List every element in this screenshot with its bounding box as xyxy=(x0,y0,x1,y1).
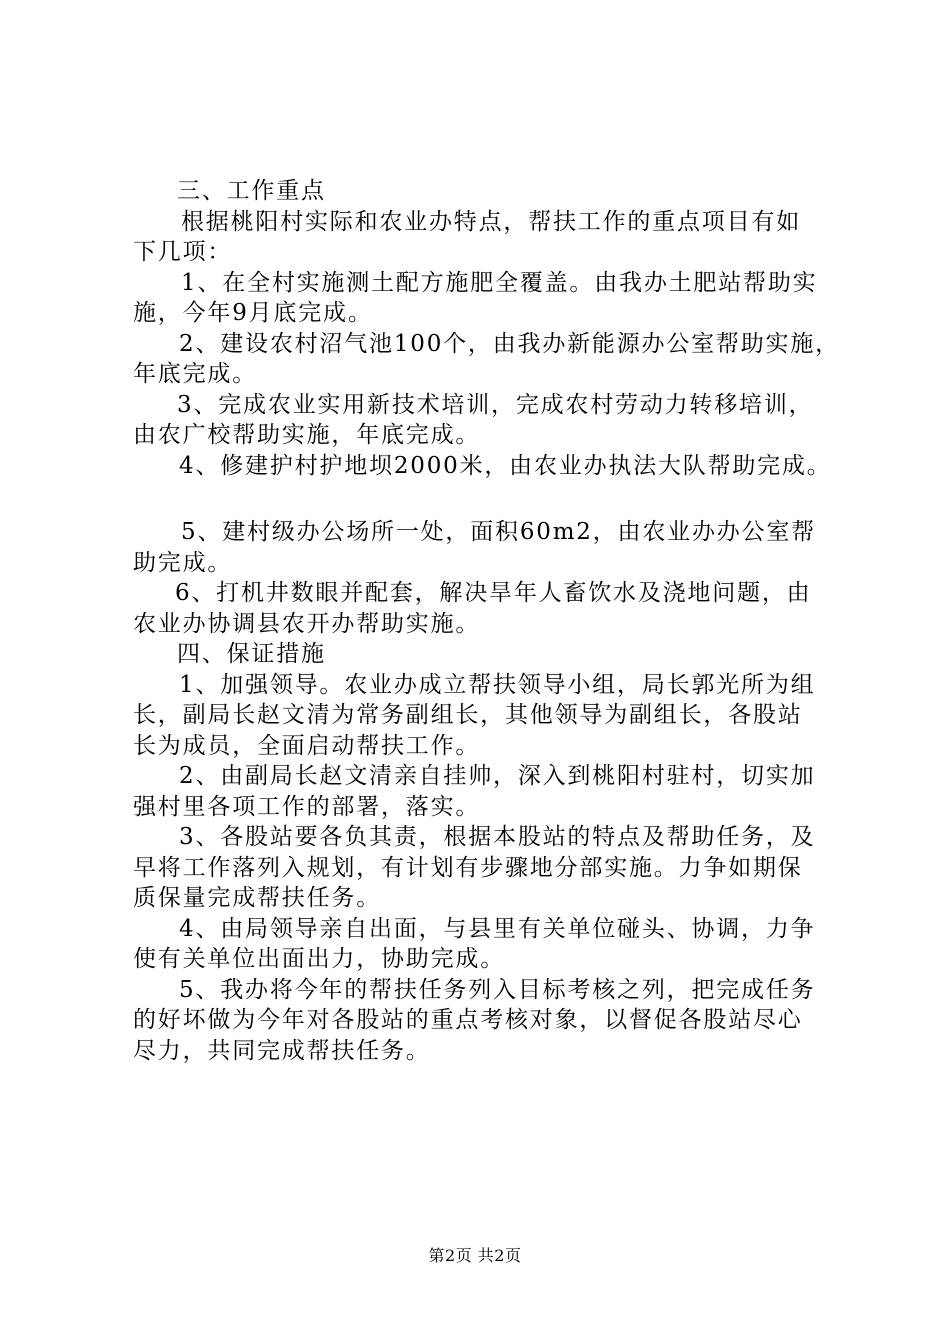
list-item-line: 强村里各项工作的部署，落实。 xyxy=(133,793,481,820)
document-body xyxy=(131,176,840,1066)
list-item-line: 尽力，共同完成帮扶任务。 xyxy=(133,1037,431,1064)
section-heading: 三、工作重点 xyxy=(177,178,326,204)
list-item-line: 长，副局长赵文清为常务副组长，其他领导为副组长，各股站 xyxy=(133,702,803,728)
list-item-line: 年底完成。 xyxy=(133,361,257,387)
page-footer: 第2页 共2页 xyxy=(428,1246,522,1265)
list-item-line: 助完成。 xyxy=(133,549,233,576)
list-item-line: 3、完成农业实用新技术培训，完成农村劳动力转移培训， xyxy=(177,391,814,418)
list-item-line: 的好坏做为今年对各股站的重点考核对象，以督促各股站尽心 xyxy=(133,1007,803,1033)
list-item-line: 4、由局领导亲自出面，与县里有关单位碰头、协调，力争 xyxy=(179,915,816,942)
list-item-line: 使有关单位出面出力，协助完成。 xyxy=(133,946,505,972)
list-item-line: 1、加强领导。农业办成立帮扶领导小组，局长郭光所为组 xyxy=(179,671,816,698)
paragraph-line: 下几项： xyxy=(133,239,233,265)
list-item-line: 长为成员，全面启动帮扶工作。 xyxy=(133,732,481,759)
section-heading: 四、保证措施 xyxy=(177,641,326,667)
list-item-line: 2、建设农村沼气池100个，由我办新能源办公室帮助实施， xyxy=(179,330,840,357)
list-item-line: 3、各股站要各负其责，根据本股站的特点及帮助任务，及 xyxy=(179,824,816,850)
list-item-line: 4、修建护村护地坝2000米，由农业办执法大队帮助完成。 xyxy=(179,452,832,479)
list-item-line: 早将工作落列入规划，有计划有步骤地分部实施。力争如期保 xyxy=(133,854,803,881)
list-item-line: 1、在全村实施测土配方施肥全覆盖。由我办土肥站帮助实 xyxy=(181,269,818,296)
list-item-line: 5、建村级办公场所一处，面积60m2，由农业办办公室帮 xyxy=(181,519,816,545)
paragraph-line: 根据桃阳村实际和农业办特点，帮扶工作的重点项目有如 xyxy=(181,208,801,235)
paragraph-gap xyxy=(131,481,831,517)
list-item-line: 6、打机井数眼并配套，解决旱年人畜饮水及浇地问题，由 xyxy=(175,580,812,606)
list-item-line: 施，今年9月底完成。 xyxy=(133,300,373,326)
list-item-line: 由农广校帮助实施，年底完成。 xyxy=(133,422,481,448)
list-item-line: 质保量完成帮扶任务。 xyxy=(133,885,381,911)
list-item-line: 5、我办将今年的帮扶任务列入目标考核之列，把完成任务 xyxy=(179,976,816,1003)
list-item-line: 2、由副局长赵文清亲自挂帅，深入到桃阳村驻村，切实加 xyxy=(179,763,816,789)
list-item-line: 农业办协调县农开办帮助实施。 xyxy=(133,610,481,637)
